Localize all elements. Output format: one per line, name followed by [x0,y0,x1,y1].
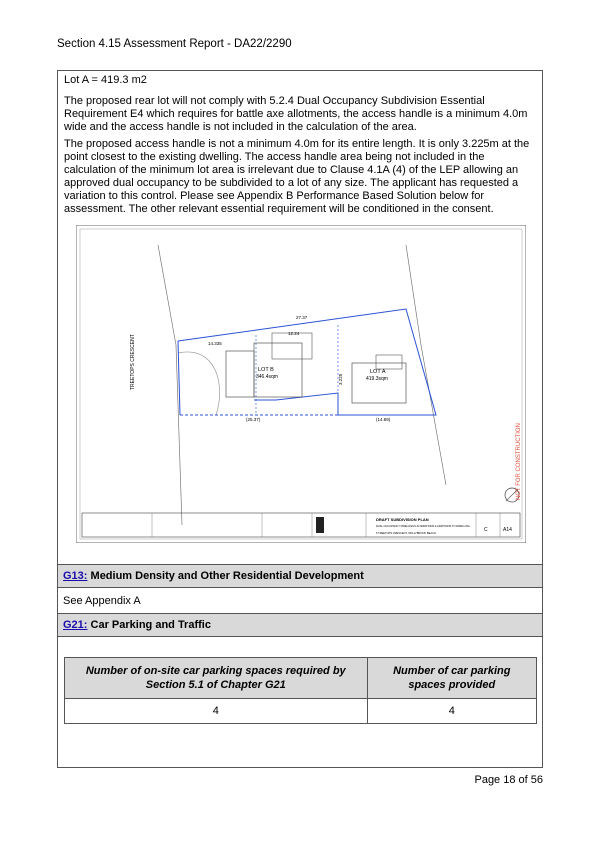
dim-side: 3.225 [338,373,343,385]
parking-provided-value: 4 [367,699,536,724]
section-g13-header [58,564,542,588]
g13-body: See Appendix A [63,595,141,607]
dim-left: 14.335 [208,341,222,346]
dim-bottom-left: (25.37) [246,417,261,422]
paragraph-battle-axe: The proposed rear lot will not comply with 5.2.4 Dual Occupancy Subdivision Essential Requirement E4 which requires for battle axe allotments, the access handle is a minimum 4.0m wide and the access handle is not included in the calculation of the area. [64,95,528,133]
sheet-number: A14 [503,527,512,533]
dim-mid: 12.24 [288,331,300,336]
assessment-table [57,70,543,768]
title-block-title: DRAFT SUBDIVISION PLAN [376,517,429,522]
revision: C [484,527,488,533]
g21-link[interactable]: G21: [63,619,88,631]
dim-bottom-right: (14.89) [376,417,391,422]
paragraph-access-handle: The proposed access handle is not a minimum 4.0m for its entire length. It is only 3.225m at the point closest to the existing dwelling. The access handle area being not included in the calculation of the minimum lot area is irrelevant due to Clause 4.1A (4) of the LEP allowing an approved dual occupancy to be subdivided to a lot of any size. The applicant has requested a variation to this control. Please see Appendix B Performance Based Solution below for assessment. The other relevant essential requirement will be conditioned in the consent. [64,138,530,215]
parking-header-required: Number of on-site car parking spaces required by Section 5.1 of Chapter G21 [65,658,368,699]
title-block-project: DUAL OCCUPANCY DWELLINGS ALTERATIONS & ADDITIONS TO DWELLING [376,525,470,528]
lot-a-area-text: Lot A = 419.3 m2 [64,74,147,86]
g13-title: Medium Density and Other Residential Development [87,570,364,582]
page-header: Section 4.15 Assessment Report - DA22/2290 [57,38,292,50]
lot-b-area: 346.4sqm [256,374,278,380]
page-number: Page 18 of 56 [474,774,543,786]
not-for-construction-stamp: NOT FOR CONSTRUCTION [516,423,522,500]
subdivision-plan-drawing [76,225,526,543]
plan-svg [76,225,526,543]
g13-link[interactable]: G13: [63,570,88,582]
parking-table [64,657,537,724]
lot-a-area: 419.3sqm [366,376,388,382]
road-label: TREETOPS CRESCENT [130,334,136,390]
dim-top: 27.37 [296,315,308,320]
section-g21-header [58,613,542,637]
g21-title: Car Parking and Traffic [87,619,211,631]
parking-required-value: 4 [65,699,368,724]
lot-b-label: LOT B [258,367,274,373]
lot-a-label: LOT A [370,369,386,375]
title-block-address: 5 TREETOPS CRESCENT, SKILLYBROOK BEACH [376,532,436,535]
parking-header-provided: Number of car parking spaces provided [367,658,536,699]
